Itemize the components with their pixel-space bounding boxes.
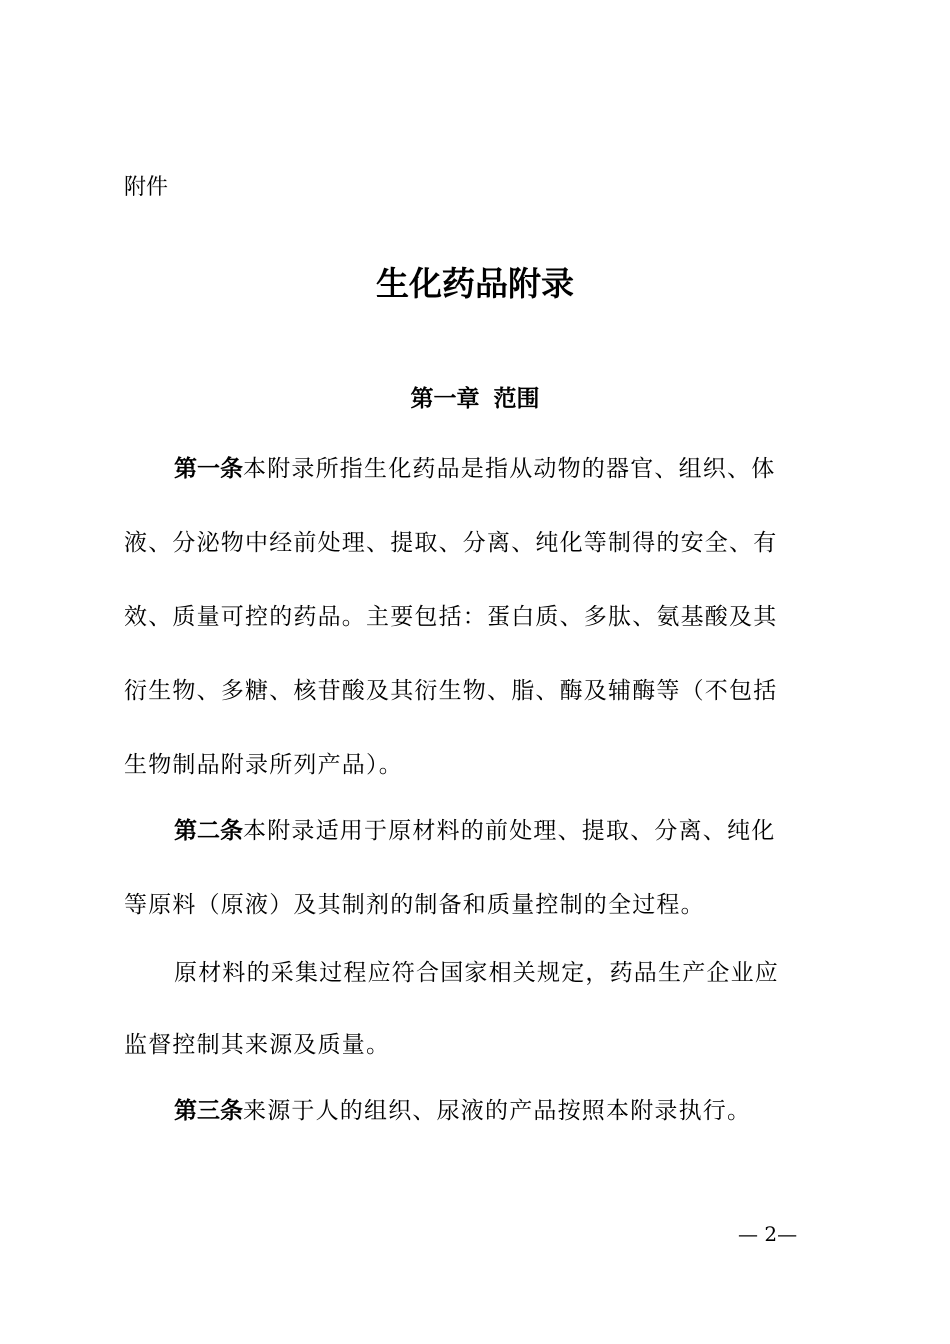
page-number: — 2— bbox=[738, 1222, 798, 1246]
article-label: 第三条 bbox=[174, 1098, 243, 1124]
chapter-heading bbox=[0, 380, 950, 413]
chapter-number: 第一章 bbox=[410, 385, 480, 412]
article-text-line: 衍生物、多糖、核苷酸及其衍生物、脂、酶及辅酶等（不包括 bbox=[124, 678, 778, 704]
article-text-line: 监督控制其来源及质量。 bbox=[124, 1032, 391, 1058]
article-text-line: 原材料的采集过程应符合国家相关规定，药品生产企业应 bbox=[174, 960, 779, 986]
article-text-line: 等原料（原液）及其制剂的制备和质量控制的全过程。 bbox=[124, 892, 705, 918]
document-title: 生化药品附录 bbox=[376, 264, 574, 303]
article-label: 第一条 bbox=[174, 456, 243, 482]
article-text-line: 本附录适用于原材料的前处理、提取、分离、纯化 bbox=[243, 818, 776, 844]
article-text-line: 本附录所指生化药品是指从动物的器官、组织、体 bbox=[243, 456, 776, 482]
article-label: 第二条 bbox=[174, 818, 243, 844]
article-text-line: 来源于人的组织、尿液的产品按照本附录执行。 bbox=[243, 1098, 752, 1124]
article-text-line: 生物制品附录所列产品）。 bbox=[124, 752, 403, 778]
attachment-label: 附件 bbox=[124, 175, 169, 200]
chapter-name: 范围 bbox=[493, 385, 540, 412]
article-text-line: 液、分泌物中经前处理、提取、分离、纯化等制得的安全、有 bbox=[124, 530, 778, 556]
article-text-line: 效、质量可控的药品。主要包括：蛋白质、多肽、氨基酸及其 bbox=[124, 604, 778, 630]
